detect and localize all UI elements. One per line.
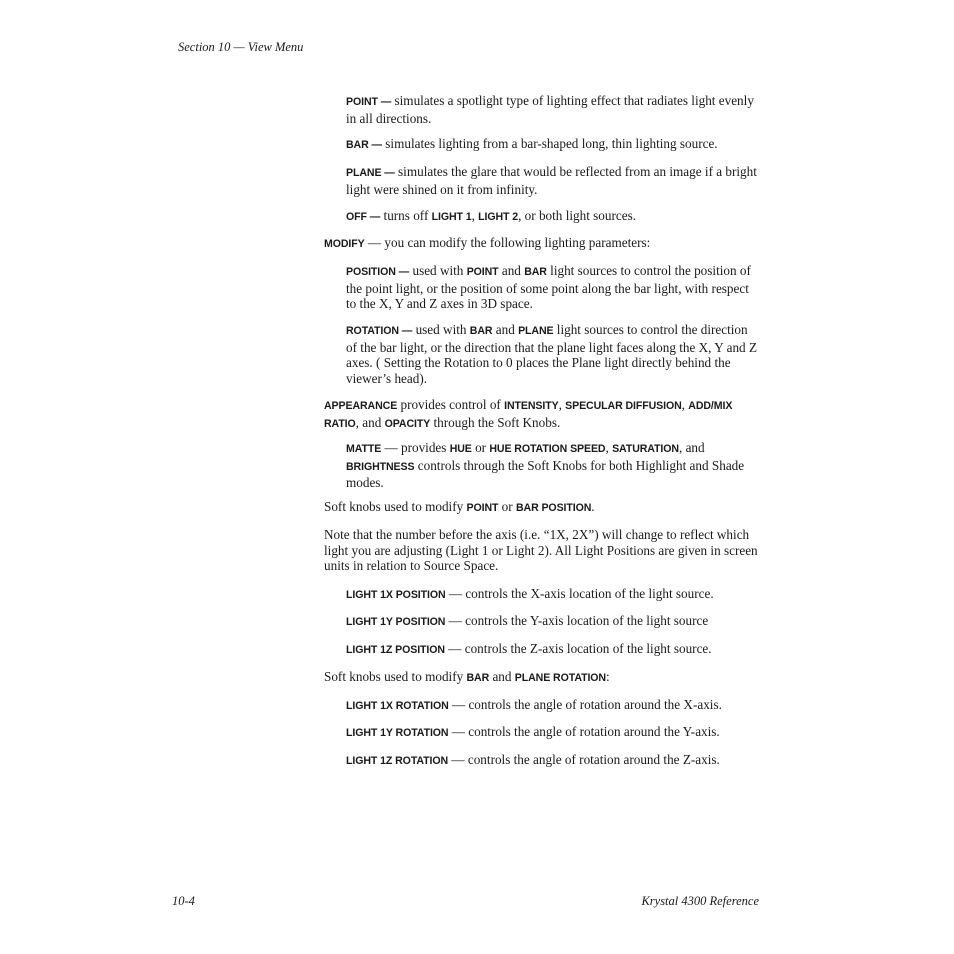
paragraph-text: : <box>606 669 610 684</box>
keyword: BAR <box>469 325 493 337</box>
paragraph-text: Note that the number before the axis (i.e. “1X, 2X”) will change to reflect which light you are adjusting (Light 1 or Light 2). All Light Positions are given in screen units in relation to Source Space. <box>324 527 758 574</box>
page-number: 10-4 <box>172 894 195 908</box>
paragraph-text: used with <box>412 322 470 337</box>
keyword: INTENSITY <box>504 400 559 412</box>
keyword: OPACITY <box>384 417 431 430</box>
paragraph-text: light sources to control the direction of the bar light, or the direction that the plane light faces along the X, Y and Z axes. ( Setting the Rotation to 0 places the Plane light directly behind the viewer’s head). <box>346 322 758 387</box>
paragraph-l1x-rot <box>346 697 759 715</box>
paragraph-rotation <box>346 322 759 387</box>
paragraph-text: , and <box>355 414 385 430</box>
paragraph-text: or <box>498 499 516 514</box>
paragraph-text: , <box>605 440 613 455</box>
paragraph-text: , <box>558 397 566 412</box>
paragraph-text: light sources to control the position of the point light, or the position of some point along the bar light, with respect to the X, Y and Z axes in 3D space. <box>346 263 751 312</box>
paragraph-knobs-rotation <box>324 669 759 687</box>
paragraph-text: and <box>489 669 515 684</box>
paragraph-text: through the Soft Knobs. <box>430 414 561 430</box>
keyword: PLANE <box>518 325 554 337</box>
paragraph-matte <box>346 440 759 491</box>
paragraph-text: and <box>492 322 519 337</box>
paragraph-text: — controls the angle of rotation around the Y-axis. <box>448 724 720 739</box>
paragraph-off <box>346 208 759 226</box>
keyword: LIGHT 1Z POSITION <box>346 644 445 656</box>
keyword: LIGHT 1X ROTATION <box>346 700 449 712</box>
keyword: POSITION — <box>346 266 410 278</box>
keyword: LIGHT 1Y POSITION <box>346 616 446 628</box>
keyword: LIGHT 1 <box>431 211 472 223</box>
paragraph-text: simulates a spotlight type of lighting effect that radiates light evenly in all directions. <box>346 93 754 126</box>
paragraph-text: , and <box>678 440 705 455</box>
paragraph-text: Soft knobs used to modify <box>324 669 467 684</box>
paragraph-l1z-rot <box>346 752 759 770</box>
keyword: BAR <box>524 266 547 278</box>
paragraph-text: — controls the X-axis location of the light source. <box>445 586 714 601</box>
paragraph-text: simulates lighting from a bar-shaped long, thin lighting source. <box>382 136 718 151</box>
paragraph-text: used with <box>409 263 467 278</box>
keyword: SATURATION <box>612 443 679 455</box>
keyword: MODIFY <box>324 238 365 250</box>
paragraph-text: , or both light sources. <box>518 208 637 223</box>
keyword: BAR POSITION <box>515 502 592 514</box>
paragraph-text: Soft knobs used to modify <box>324 499 467 514</box>
paragraph-modify <box>324 235 759 253</box>
keyword: ADD/MIX RATIO <box>324 400 733 430</box>
keyword: APPEARANCE <box>324 400 398 412</box>
paragraph-bar <box>346 136 759 154</box>
keyword: PLANE ROTATION <box>514 672 606 684</box>
paragraph-text: , <box>471 208 479 223</box>
keyword: POINT — <box>346 96 392 108</box>
paragraph-l1y-pos <box>346 613 759 631</box>
paragraph-l1z-pos <box>346 641 759 659</box>
keyword: HUE ROTATION SPEED <box>489 443 606 455</box>
keyword: OFF — <box>346 211 381 223</box>
paragraph-knobs-position <box>324 499 759 517</box>
keyword: POINT <box>466 502 499 514</box>
keyword: BAR — <box>346 139 382 151</box>
keyword: LIGHT 1X POSITION <box>346 589 446 601</box>
keyword: ROTATION — <box>346 325 413 337</box>
document-title: Krystal 4300 Reference <box>641 894 759 908</box>
keyword: POINT <box>466 266 499 278</box>
paragraph-text: — controls the angle of rotation around the X-axis. <box>448 697 722 712</box>
paragraph-text: , <box>681 397 689 412</box>
paragraph-text: — controls the Z-axis location of the light source. <box>444 641 712 656</box>
paragraph-text: — controls the Y-axis location of the light source <box>445 613 709 628</box>
keyword: SPECULAR DIFFUSION <box>565 400 682 412</box>
keyword: LIGHT 1Z ROTATION <box>346 755 449 767</box>
paragraph-text: provides control of <box>397 397 505 412</box>
paragraph-text: turns off <box>380 208 432 223</box>
paragraph-note <box>324 527 759 574</box>
keyword: HUE <box>449 443 472 455</box>
paragraph-text: controls through the Soft Knobs for both Highlight and Shade modes. <box>346 457 745 491</box>
keyword: PLANE — <box>346 167 395 179</box>
paragraph-text: or <box>471 440 490 455</box>
keyword: BAR <box>466 672 490 684</box>
paragraph-point <box>346 93 759 126</box>
keyword: MATTE <box>346 443 382 455</box>
running-header: Section 10 — View Menu <box>178 40 304 54</box>
paragraph-text: — controls the angle of rotation around the Z-axis. <box>448 752 720 767</box>
keyword: LIGHT 1Y ROTATION <box>346 727 449 739</box>
paragraph-plane <box>346 164 759 197</box>
paragraph-l1y-rot <box>346 724 759 742</box>
paragraph-text: and <box>498 263 525 278</box>
paragraph-l1x-pos <box>346 586 759 604</box>
keyword: BRIGHTNESS <box>346 460 415 473</box>
paragraph-text: simulates the glare that would be reflected from an image if a bright light were shined on it from infinity. <box>346 164 757 197</box>
paragraph-text: — you can modify the following lighting parameters: <box>364 235 651 250</box>
paragraph-appearance <box>324 397 759 432</box>
paragraph-text: — provides <box>381 440 450 455</box>
keyword: LIGHT 2 <box>478 211 519 223</box>
paragraph-position <box>346 263 759 312</box>
paragraph-text: . <box>591 499 595 514</box>
